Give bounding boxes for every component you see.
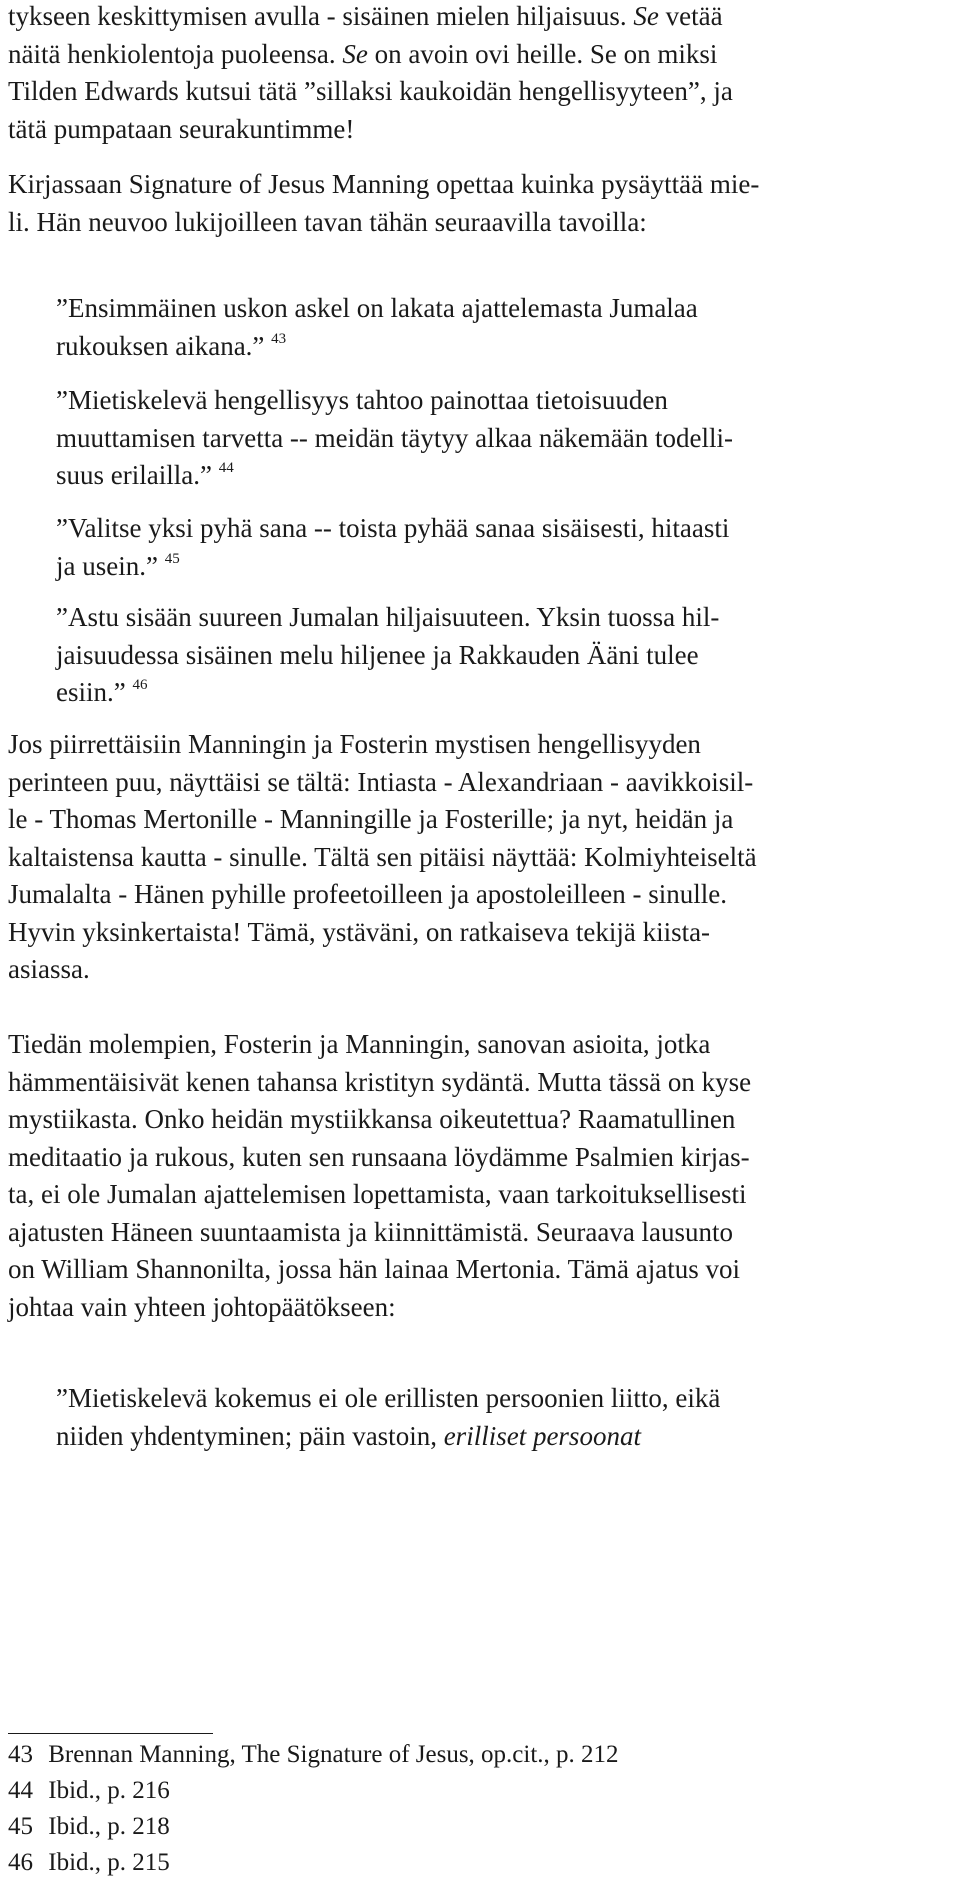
paragraph-line: ajatusten Häneen suuntaamista ja kiinnittämistä. Seuraava lausunto: [8, 1216, 734, 1247]
paragraph-line: johtaa vain yhteen johtopäätökseen:: [8, 1291, 396, 1322]
paragraph-line: mystiikasta. Onko heidän mystiikkansa oikeutettua? Raamatullinen: [8, 1104, 736, 1134]
paragraph-line: le - Thomas Mertonille - Manningille ja Fosterille; ja nyt, heidän ja: [8, 804, 734, 834]
paragraph-line: meditaatio ja rukous, kuten sen runsaana löydämme Psalmien kirjas-: [8, 1141, 750, 1172]
quote-line: esiin.” $^{46}$: [56, 677, 148, 707]
block-quote-2: [56, 382, 908, 495]
block-quote-1: [56, 290, 908, 365]
quote-line: ”Astu sisään suureen Jumalan hiljaisuuteen. Yksin tuossa hil-: [56, 602, 720, 632]
quote-line: muuttamisen tarvetta -- meidän täytyy alkaa näkemään todelli-: [56, 422, 733, 453]
footnotes: [8, 1737, 908, 1881]
paragraph-line: perinteen puu, näyttäisi se tältä: Intiasta - Alexandriaan - aavikkoisil-: [8, 766, 754, 797]
paragraph-line: kaltaistensa kautta - sinulle. Tältä sen pitäisi näyttää: Kolmiyhteiseltä: [8, 841, 757, 872]
intro-paragraph: [8, 0, 908, 148]
block-quote-3: [56, 510, 908, 585]
paragraph-line: li. Hän neuvoo lukijoilleen tavan tähän seuraavilla tavoilla:: [8, 206, 647, 237]
block-quote-4: [56, 599, 908, 712]
paragraph-line: ta, ei ole Jumalan ajattelemisen lopettamista, vaan tarkoituksellisesti: [8, 1179, 747, 1209]
quote-line: ”Valitse yksi pyhä sana -- toista pyhää sanaa sisäisesti, hitaasti: [56, 513, 730, 543]
paragraph-line: Kirjassaan Signature of Jesus Manning opettaa kuinka pysäyttää mie-: [8, 169, 760, 199]
quote-line: ”Mietiskelevä kokemus ei ole erillisten persoonien liitto, eikä: [56, 1383, 721, 1413]
intro-line: tätä pumpataan seurakuntimme!: [8, 113, 355, 144]
intro-line: Tilden Edwards kutsui tätä ”sillaksi kaukoidän hengellisyyteen”, ja: [8, 76, 733, 106]
manning-paragraph: [8, 166, 908, 241]
closing-block-quote: [56, 1380, 908, 1455]
paragraph-line: hämmentäisivät kenen tahansa kristityn sydäntä. Mutta tässä on kyse: [8, 1066, 752, 1097]
intro-line: tykseen keskittymisen avulla - sisäinen mielen hiljaisuus. Se vetää: [8, 1, 723, 31]
paragraph-line: Jos piirrettäisiin Manningin ja Fosterin mystisen hengellisyyden: [8, 729, 701, 759]
mysticism-paragraph: [8, 1026, 908, 1326]
quote-line: suus erilailla.” $^{44}$: [56, 460, 234, 490]
footnote-46: 46 Ibid., p. 215: [8, 1849, 170, 1876]
footnote-45: 45 Ibid., p. 218: [8, 1813, 170, 1840]
footnote-ref: 44: [218, 460, 234, 476]
quote-line: ja usein.” $^{45}$: [56, 550, 180, 581]
intro-line: näitä henkiolentoja puoleensa. Se on avoin ovi heille. Se on miksi: [8, 38, 718, 69]
footnote-ref: 43: [271, 330, 287, 347]
footnote-44: 44 Ibid., p. 216: [8, 1777, 170, 1804]
quote-line: ”Ensimmäinen uskon askel on lakata ajattelemasta Jumalaa: [56, 293, 698, 323]
tradition-tree-paragraph: [8, 726, 908, 989]
paragraph-line: Jumalalta - Hänen pyhille profeetoilleen ja apostoleilleen - sinulle.: [8, 879, 728, 909]
paragraph-line: on William Shannonilta, jossa hän lainaa Mertonia. Tämä ajatus voi: [8, 1254, 741, 1284]
quote-line: rukouksen aikana.” $^{43}$: [56, 330, 287, 361]
quote-line: niiden yhdentyminen; päin vastoin, erilliset persoonat: [56, 1420, 641, 1451]
italic-emphasis: erilliset persoonat: [443, 1420, 641, 1451]
footnote-ref: 45: [164, 550, 180, 567]
paragraph-line: Hyvin yksinkertaista! Tämä, ystäväni, on ratkaiseva tekijä kiista-: [8, 916, 711, 947]
paragraph-line: asiassa.: [8, 954, 90, 984]
paragraph-line: Tiedän molempien, Fosterin ja Manningin, sanovan asioita, jotka: [8, 1029, 711, 1059]
quote-line: ”Mietiskelevä hengellisyys tahtoo painottaa tietoisuuden: [56, 385, 668, 415]
footnote-separator: [8, 1733, 213, 1734]
quote-line: jaisuudessa sisäinen melu hiljenee ja Rakkauden Ääni tulee: [56, 639, 699, 670]
footnote-ref: 46: [132, 677, 148, 693]
footnote-43: 43 Brennan Manning, The Signature of Jesus, op.cit., p. 212: [8, 1741, 619, 1768]
